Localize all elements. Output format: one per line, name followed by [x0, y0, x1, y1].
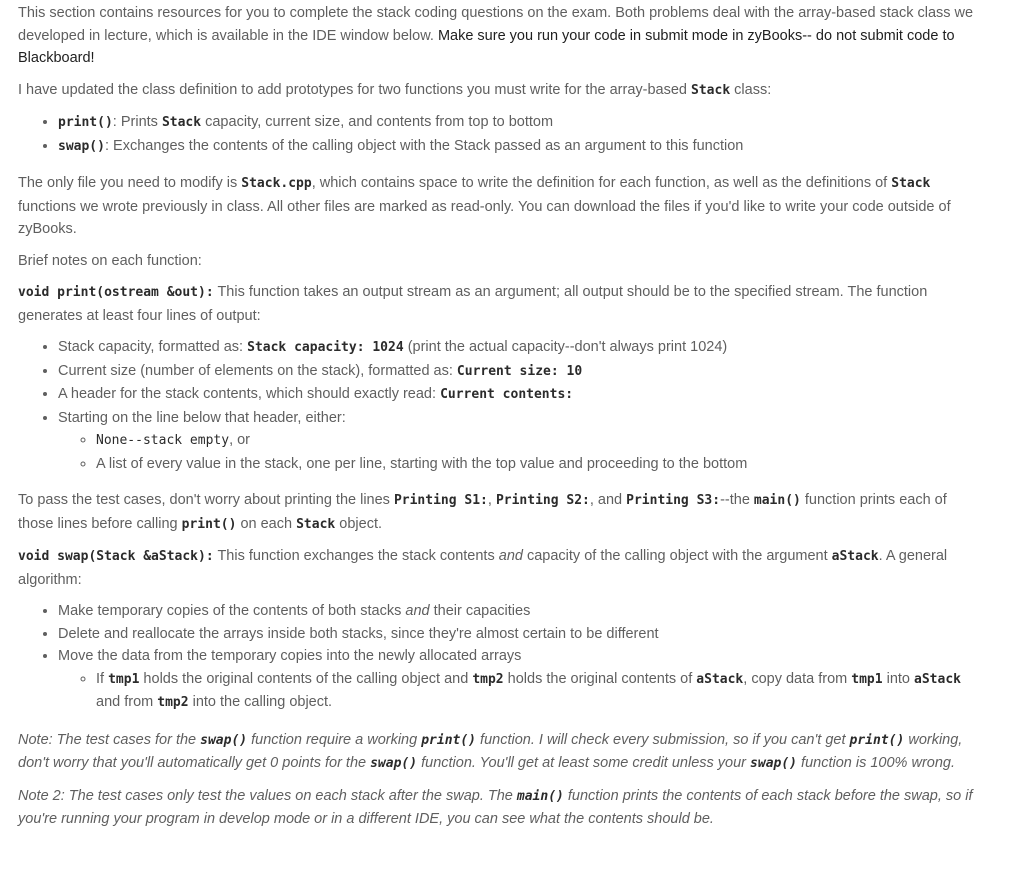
prototypes-text: I have updated the class definition to add prototypes for two functions you must write for the array-based — [18, 81, 692, 98]
list-item-text: Move the data from the temporary copies into the newly allocated arrays — [58, 648, 522, 664]
list-item-swap — [58, 135, 984, 159]
paragraph-text: . A general algorithm: — [18, 548, 948, 588]
list-item-text: their capacities — [429, 603, 531, 619]
list-item-text: Delete and reallocate the arrays inside both stacks, since they're almost certain to be different — [58, 625, 659, 642]
emphasis: and — [498, 548, 523, 564]
astack-code: aStack — [696, 671, 744, 687]
print-function-code: print() — [421, 732, 477, 748]
swap-description — [18, 545, 984, 591]
modify-paragraph — [18, 172, 984, 241]
paragraph-text: on each — [236, 515, 297, 532]
paragraph-text: --the — [720, 492, 754, 508]
stack-code: Stack — [296, 516, 336, 532]
paragraph-text: To pass the test cases, don't worry about printing the lines — [18, 492, 394, 508]
list-item-text: into the calling object. — [188, 694, 333, 710]
stack-class-code: Stack — [691, 82, 731, 98]
list-item-text: A header for the stack contents, which should exactly read: — [58, 386, 441, 402]
empty-stack-code: None--stack empty — [96, 433, 230, 448]
stack-cpp-code: Stack.cpp — [241, 176, 312, 191]
sub-list-item — [96, 453, 984, 476]
paragraph-text: This function exchanges the stack contents — [213, 548, 499, 564]
printing-s2-code: Printing S2: — [495, 493, 590, 508]
paragraph-text: capacity of the calling object with the argument — [522, 548, 832, 564]
swap-function-code: swap() — [750, 756, 798, 771]
list-item-print — [58, 111, 984, 135]
print-description-text: This function takes an output stream as an argument; all output should be to the specified stream. The function generates at least four lines of output: — [18, 284, 928, 324]
astack-code: aStack — [914, 671, 961, 687]
list-item — [58, 623, 984, 646]
list-item — [58, 360, 984, 384]
prototypes-text-end: class: — [730, 81, 772, 98]
print-output-list — [18, 336, 984, 475]
contents-header-code: Current contents: — [440, 387, 574, 402]
list-item-text: capacity, current size, and contents from top to bottom — [201, 114, 554, 130]
tmp1-code: tmp1 — [108, 671, 140, 687]
prototypes-paragraph — [18, 79, 984, 103]
list-item — [58, 407, 984, 476]
tmp2-code: tmp2 — [472, 671, 504, 687]
list-item-text: Starting on the line below that header, either: — [58, 409, 346, 426]
list-item-text: holds the original contents of — [503, 670, 697, 687]
sub-list-item — [96, 668, 984, 715]
list-item-text: A list of every value in the stack, one per line, starting with the top value and proceeding to the bottom — [96, 455, 748, 472]
paragraph-text: function prints each of those lines before calling — [18, 492, 947, 532]
printing-s3-code: Printing S3: — [626, 493, 721, 508]
main-function-code: main() — [516, 788, 564, 804]
sub-list-item — [96, 429, 984, 453]
paragraph-text: , and — [589, 492, 627, 508]
list-item — [58, 336, 984, 360]
list-item-text: Current size (number of elements on the stack), formatted as: — [58, 362, 457, 379]
size-format-code: Current size: 10 — [456, 363, 583, 379]
note-text: function require a working — [247, 731, 422, 748]
intro-text: This section contains resources for you to complete the stack coding questions on the exam. Both problems deal with the array-based stack class we developed in lecture, which is available in the IDE window below. — [18, 5, 974, 44]
modify-text: The only file you need to modify is — [18, 175, 242, 191]
capacity-format-code: Stack capacity: 1024 — [247, 340, 404, 355]
list-item-text: into — [882, 670, 915, 687]
tmp1-code: tmp1 — [851, 671, 883, 687]
list-item-text: (print the actual capacity--don't always print 1024) — [403, 339, 728, 355]
modify-text: , which contains space to write the definition for each function, as well as the definitions of — [311, 175, 892, 191]
swap-function-code: swap() — [58, 138, 105, 154]
tmp2-code: tmp2 — [157, 695, 189, 710]
list-item-text: Make temporary copies of the contents of both stacks — [58, 603, 406, 619]
intro-warning: Make sure you run your code in submit mode in zyBooks-- do not submit code to Blackboard! — [18, 27, 955, 66]
intro-paragraph — [18, 2, 984, 70]
print-signature-code: void print(ostream &out): — [18, 285, 214, 300]
swap-function-code: swap() — [200, 732, 248, 748]
list-item — [58, 383, 984, 407]
brief-notes-heading: Brief notes on each function: — [18, 252, 202, 269]
print-function-code: print() — [181, 516, 237, 532]
print-function-code: print() — [58, 115, 113, 130]
note-text: working, don't worry that you'll automatically get 0 points for the — [18, 731, 963, 771]
list-item — [58, 645, 984, 715]
paragraph-text: , — [487, 492, 496, 508]
stack-code: Stack — [891, 176, 931, 191]
main-function-code: main() — [753, 493, 801, 508]
list-item-text: and from — [96, 694, 158, 710]
list-item-text: holds the original contents of the calling object and — [139, 670, 473, 687]
sub-list — [58, 668, 984, 715]
note-2 — [18, 785, 984, 831]
note-text: function. You'll get at least some credit unless your — [417, 755, 751, 771]
list-item-text: : Exchanges the contents of the calling object with the Stack passed as an argument to this function — [104, 137, 744, 154]
note-1 — [18, 729, 984, 776]
list-item-text: , copy data from — [743, 670, 852, 687]
test-cases-paragraph — [18, 489, 984, 536]
swap-signature-code: void swap(Stack &aStack): — [18, 549, 214, 564]
astack-code: aStack — [831, 549, 879, 564]
list-item-text: : Prints — [112, 114, 162, 130]
print-description — [18, 281, 984, 327]
prototypes-list — [18, 111, 984, 158]
note-text: Note 2: The test cases only test the values on each stack after the swap. The — [18, 787, 517, 804]
note-text: function prints the contents of each stack before the swap, so if you're running your program in develop mode or in a different IDE, you can see what the contents should be. — [18, 787, 973, 827]
stack-code: Stack — [161, 115, 202, 130]
print-function-code: print() — [849, 732, 905, 748]
list-item — [58, 600, 984, 623]
note-1-text — [18, 732, 962, 772]
note-2-text — [18, 788, 973, 828]
note-text: Note: The test cases for the — [18, 731, 201, 748]
printing-s1-code: Printing S1: — [393, 493, 488, 508]
paragraph-text: object. — [335, 515, 382, 532]
sub-list — [58, 429, 984, 475]
note-text: function. I will check every submission, so if you can't get — [476, 731, 850, 748]
list-item-text: , or — [229, 432, 251, 448]
modify-text: functions we wrote previously in class. All other files are marked as read-only. You can download the files if you'd like to write your code outside of zyBooks. — [18, 198, 951, 237]
list-item-text: If — [96, 670, 109, 687]
swap-algorithm-list — [18, 600, 984, 715]
swap-function-code: swap() — [370, 756, 418, 771]
note-text: function is 100% wrong. — [797, 755, 955, 771]
emphasis: and — [405, 603, 430, 619]
list-item-text: Stack capacity, formatted as: — [58, 339, 248, 355]
